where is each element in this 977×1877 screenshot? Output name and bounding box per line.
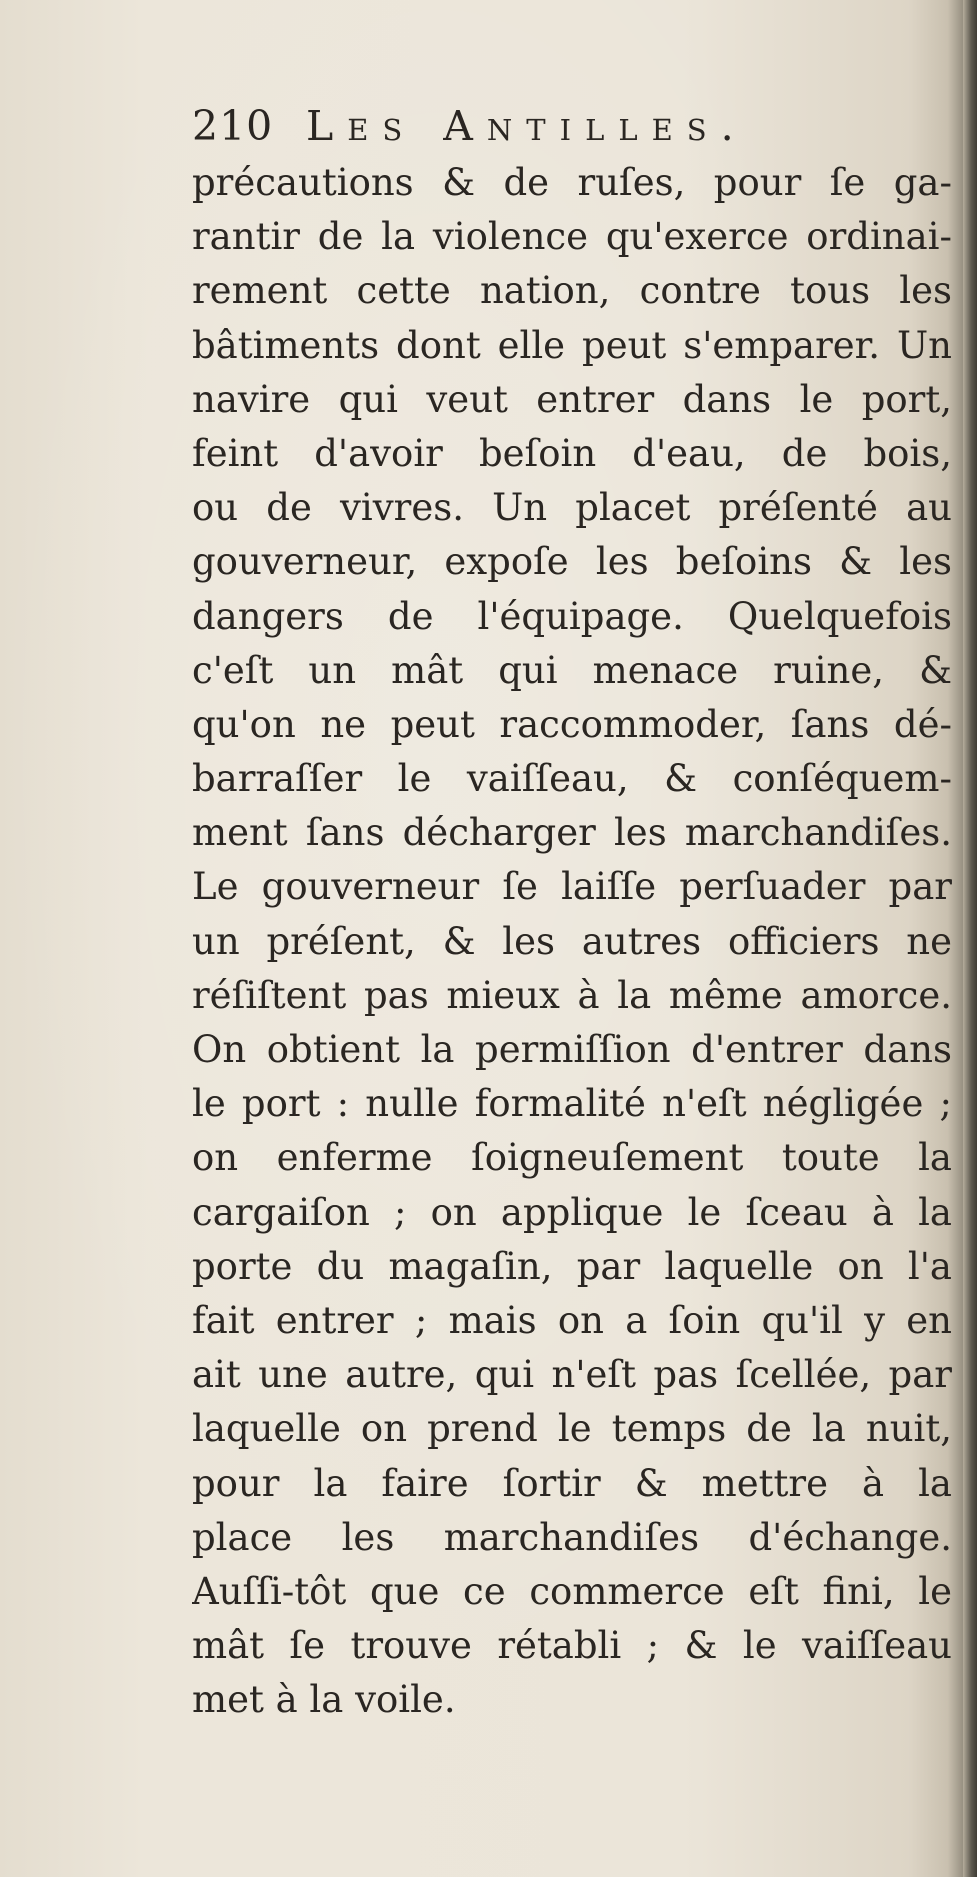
text-line: met à la voile. <box>192 1678 456 1722</box>
text-line: un préſent, & les autres officiers ne <box>192 919 952 963</box>
text-line: cargaiſon ; on applique le ſceau à la <box>192 1190 952 1234</box>
text-line: porte du magaſin, par laquelle on l'a <box>192 1244 952 1288</box>
text-line: fait entrer ; mais on a ſoin qu'il y en <box>192 1298 952 1342</box>
text-block <box>192 96 952 1727</box>
text-line: c'eſt un mât qui menace ruine, & <box>192 648 952 692</box>
text-line: précautions & de ruſes, pour ſe ga- <box>192 161 952 204</box>
text-line: laquelle on prend le temps de la nuit, <box>192 1407 952 1451</box>
text-line: place les marchandiſes d'échange. <box>192 1515 952 1559</box>
text-line: barraſſer le vaiſſeau, & conſéquem- <box>192 757 952 801</box>
text-line: feint d'avoir beſoin d'eau, de bois, <box>192 431 952 475</box>
text-line: ait une autre, qui n'eſt pas ſcellée, par <box>192 1353 952 1397</box>
text-line: navire qui veut entrer dans le port, <box>192 377 952 421</box>
text-line: Auſſi-tôt que ce commerce eſt fini, le <box>192 1569 952 1613</box>
text-line: ou de vivres. Un placet préſenté au <box>192 486 952 530</box>
text-line: pour la faire ſortir & mettre à la <box>192 1461 952 1505</box>
text-line: bâtiments dont elle peut s'emparer. Un <box>192 323 952 367</box>
text-line: on enferme ſoigneuſement toute la <box>192 1136 952 1180</box>
text-line: On obtient la permiſſion d'entrer dans <box>192 1028 952 1071</box>
text-line: réſiſtent pas mieux à la même amorce. <box>192 973 952 1017</box>
text-line: rement cette nation, contre tous les <box>192 269 952 313</box>
page-number: 210 <box>192 102 274 150</box>
text-line: gouverneur, expoſe les beſoins & les <box>192 540 952 584</box>
text-line: Le gouverneur ſe laiſſe perſuader par <box>192 865 952 909</box>
text-line: dangers de l'équipage. Quelquefois <box>192 594 952 638</box>
text-line: mât ſe trouve rétabli ; & le vaiſſeau <box>192 1624 952 1668</box>
text-line: qu'on ne peut raccommoder, ſans dé- <box>192 702 952 746</box>
running-head <box>192 96 952 156</box>
body-text <box>192 156 952 1727</box>
page-gutter-shadow <box>963 0 977 1877</box>
running-title: Les Antilles. <box>306 102 748 150</box>
text-line: ment ſans décharger les marchandiſes. <box>192 811 952 855</box>
text-line: rantir de la violence qu'exerce ordinai- <box>192 215 952 259</box>
text-line: le port : nulle formalité n'eſt négligée ; <box>192 1082 952 1126</box>
